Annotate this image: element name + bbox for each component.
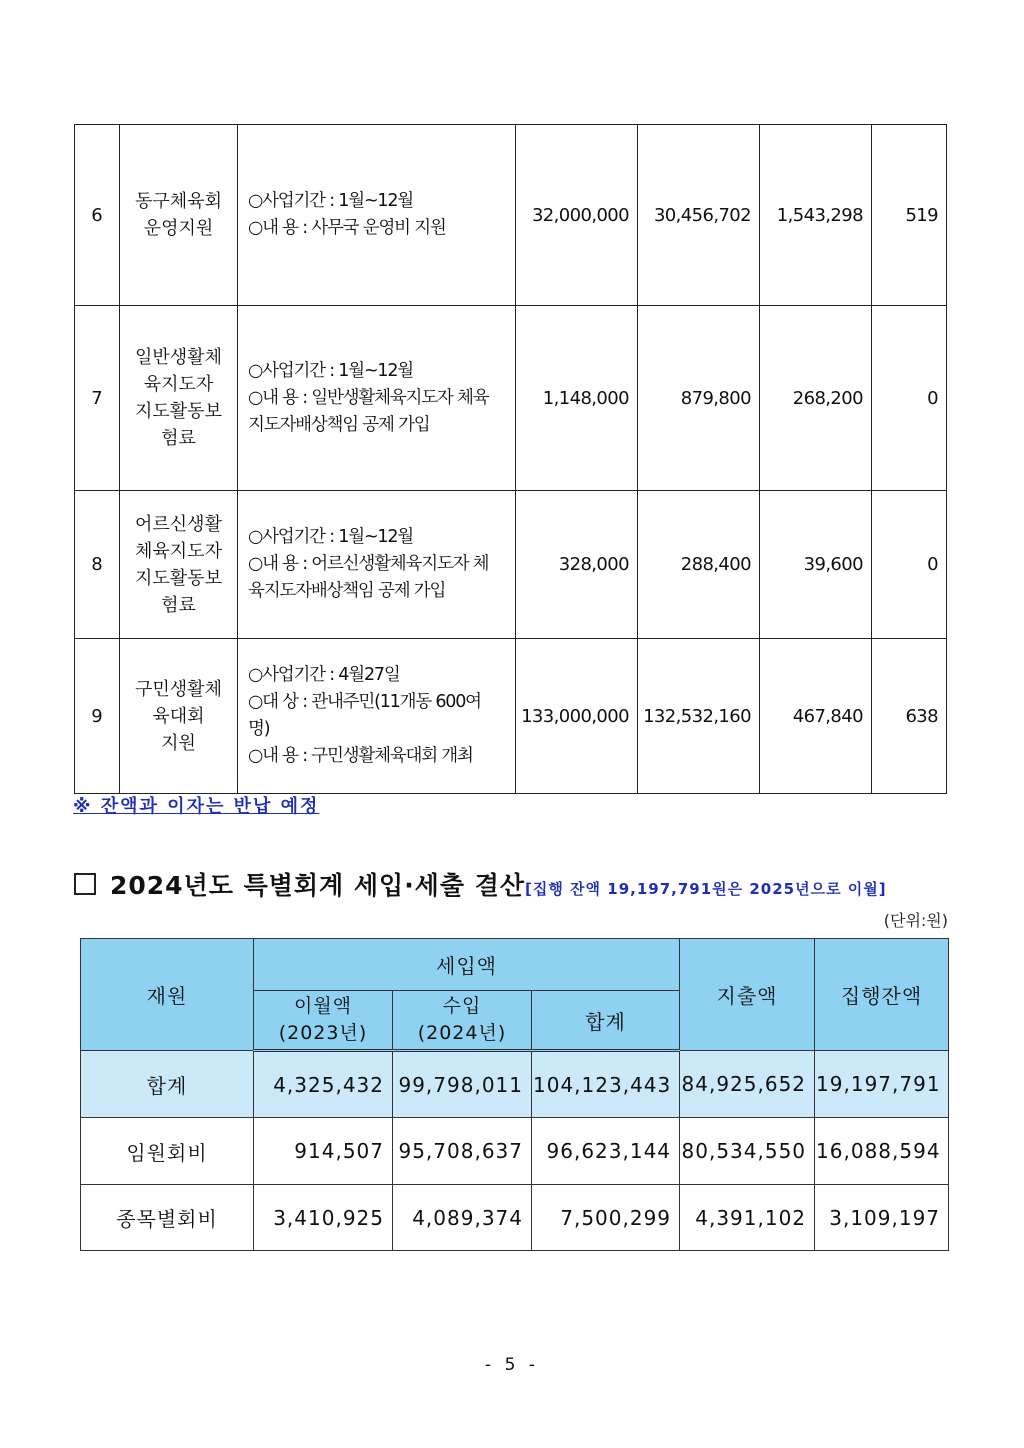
- row-number: 8: [75, 491, 120, 639]
- spent-cell: 30,456,702: [638, 125, 760, 306]
- table-row: [75, 639, 947, 794]
- project-name: 동구체육회 운영지원: [120, 125, 238, 306]
- page-number: - 5 -: [485, 1355, 539, 1375]
- interest-cell: 638: [872, 639, 947, 794]
- income-cell: 99,798,011: [393, 1051, 532, 1118]
- expense-cell: 80,534,550: [680, 1118, 815, 1185]
- row-label: 임원회비: [81, 1118, 254, 1185]
- interest-cell: 0: [872, 306, 947, 491]
- project-table: [74, 124, 947, 794]
- balance-cell: 16,088,594: [815, 1118, 949, 1185]
- checkbox-square-icon: [74, 873, 96, 895]
- spent-cell: 132,532,160: [638, 639, 760, 794]
- header-row: [81, 939, 949, 991]
- project-description: ○사업기간 : 1월~12월 ○내 용 : 사무국 운영비 지원: [238, 125, 516, 306]
- table-row: [75, 306, 947, 491]
- balance-cell: 268,200: [760, 306, 872, 491]
- table-row: [81, 1051, 949, 1118]
- table-row: [81, 1185, 949, 1251]
- project-description: ○사업기간 : 1월~12월 ○내 용 : 어르신생활체육지도자 체 육지도자배상책임 공제 가입: [238, 491, 516, 639]
- budget-cell: 32,000,000: [516, 125, 638, 306]
- project-name: 어르신생활 체육지도자 지도활동보 험료: [120, 491, 238, 639]
- balance-cell: 1,543,298: [760, 125, 872, 306]
- carryover-cell: 3,410,925: [254, 1185, 393, 1251]
- row-label: 종목별회비: [81, 1185, 254, 1251]
- balance-cell: 3,109,197: [815, 1185, 949, 1251]
- income-cell: 95,708,637: [393, 1118, 532, 1185]
- unit-label: (단위:원): [883, 911, 948, 930]
- row-label: 합계: [81, 1051, 254, 1118]
- interest-cell: 519: [872, 125, 947, 306]
- return-note: ※ 잔액과 이자는 반납 예정: [73, 796, 320, 817]
- project-name: 일반생활체 육지도자 지도활동보 험료: [120, 306, 238, 491]
- table-row: [75, 125, 947, 306]
- expense-cell: 4,391,102: [680, 1185, 815, 1251]
- project-description: ○사업기간 : 4월27일 ○대 상 : 관내주민(11개동 600여 명) ○내 용 : 구민생활체육대회 개최: [238, 639, 516, 794]
- spent-cell: 879,800: [638, 306, 760, 491]
- balance-cell: 467,840: [760, 639, 872, 794]
- income-cell: 4,089,374: [393, 1185, 532, 1251]
- header-source: 재원: [81, 939, 254, 1051]
- expense-cell: 84,925,652: [680, 1051, 815, 1118]
- section-subtitle: [집행 잔액 19,197,791원은 2025년으로 이월]: [525, 880, 887, 898]
- budget-cell: 1,148,000: [516, 306, 638, 491]
- header-expense: 지출액: [680, 939, 815, 1051]
- budget-cell: 328,000: [516, 491, 638, 639]
- carryover-cell: 914,507: [254, 1118, 393, 1185]
- interest-cell: 0: [872, 491, 947, 639]
- spent-cell: 288,400: [638, 491, 760, 639]
- total-cell: 7,500,299: [532, 1185, 680, 1251]
- balance-cell: 39,600: [760, 491, 872, 639]
- table-row: [81, 1118, 949, 1185]
- project-description: ○사업기간 : 1월~12월 ○내 용 : 일반생활체육지도자 체육 지도자배상책임 공제 가입: [238, 306, 516, 491]
- header-carryover: 이월액 (2023년): [254, 991, 393, 1051]
- header-total: 합계: [532, 991, 680, 1051]
- budget-cell: 133,000,000: [516, 639, 638, 794]
- settlement-table: [80, 938, 949, 1251]
- project-name: 구민생활체 육대회 지원: [120, 639, 238, 794]
- row-number: 7: [75, 306, 120, 491]
- total-cell: 104,123,443: [532, 1051, 680, 1118]
- table-row: [75, 491, 947, 639]
- total-cell: 96,623,144: [532, 1118, 680, 1185]
- section-title: 2024년도 특별회계 세입·세출 결산: [110, 871, 525, 900]
- carryover-cell: 4,325,432: [254, 1051, 393, 1118]
- header-income: 수입 (2024년): [393, 991, 532, 1051]
- header-balance: 집행잔액: [815, 939, 949, 1051]
- row-number: 9: [75, 639, 120, 794]
- section-heading: [74, 866, 887, 902]
- balance-cell: 19,197,791: [815, 1051, 949, 1118]
- row-number: 6: [75, 125, 120, 306]
- header-revenue: 세입액: [254, 939, 680, 991]
